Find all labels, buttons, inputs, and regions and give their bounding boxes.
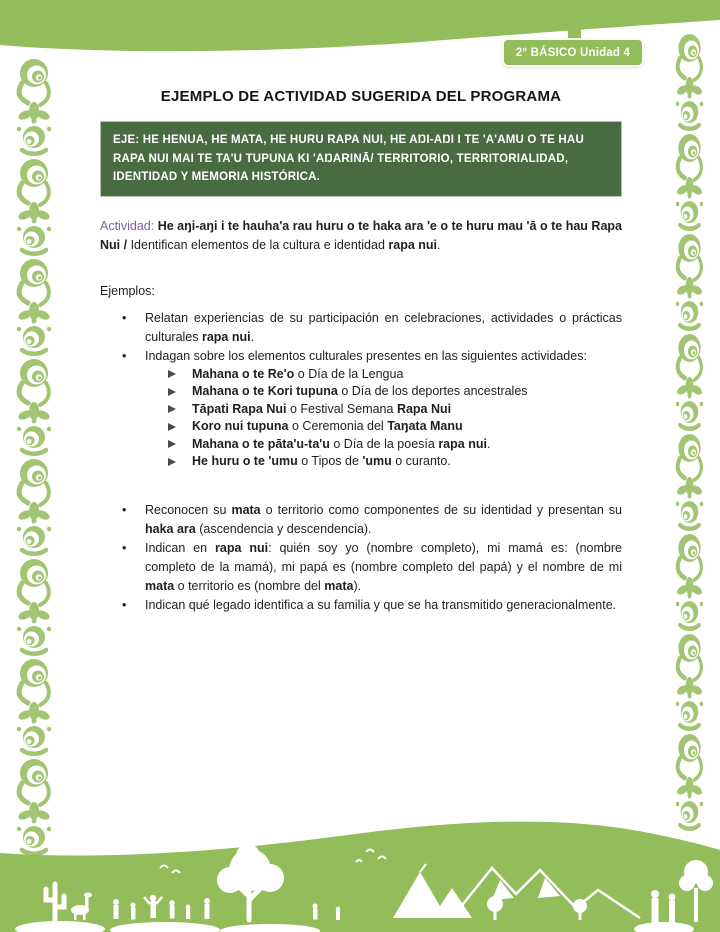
ejemplos-label: Ejemplos: xyxy=(100,283,155,298)
text-segment: He aŋi-aŋi i te hauha'a rau huru o te haka ara 'e o te huru mau 'ā o te hau Rapa Nui / xyxy=(100,218,622,252)
text-segment: Relatan experiencias de su participación en celebraciones, actividades o prácticas culturales xyxy=(145,310,622,344)
bullet-icon: • xyxy=(122,348,127,363)
text-segment: o Día de los deportes ancestrales xyxy=(337,384,528,398)
list-gap xyxy=(100,471,622,493)
bottom-landscape xyxy=(0,812,720,932)
text-segment: Koro nui tupuna xyxy=(192,419,289,433)
text-segment: . xyxy=(437,237,441,252)
text-segment: . xyxy=(250,329,255,344)
text-segment: : quién soy yo (nombre completo), mi mamá es: (nombre completo de la mamá), mi papá es (nombre completo del papá) y el nombre de mi xyxy=(145,540,622,574)
left-border-pattern xyxy=(12,55,56,860)
bullet-icon: • xyxy=(122,502,127,517)
text-segment: rapa nui xyxy=(215,540,269,555)
text-segment: . xyxy=(486,436,491,451)
text-segment: Taŋata Manu xyxy=(387,419,463,433)
text-segment: Mahana o te Kori tupuna xyxy=(192,384,338,398)
document-content xyxy=(100,88,622,615)
sub-list xyxy=(100,366,622,471)
text-segment: Indican qué legado identifica a su familia y que se ha transmitido generacionalmente. xyxy=(145,597,617,612)
sub-list-item xyxy=(100,418,622,436)
text-segment: o Festival Semana xyxy=(286,401,397,416)
text-segment: haka ara xyxy=(145,521,196,536)
text-segment: Tāpati Rapa Nui xyxy=(192,401,287,416)
text-segment: mata xyxy=(231,502,261,517)
list-item xyxy=(100,539,622,596)
sub-list-item xyxy=(100,366,622,384)
landscape-hill xyxy=(0,822,720,932)
text-segment: o territorio como componentes de su identidad y presentan su xyxy=(260,502,622,517)
text-segment: He huru o te 'umu xyxy=(192,454,298,468)
text-segment: Rapa Nui xyxy=(396,401,452,416)
text-segment: (ascendencia y descendencia). xyxy=(195,521,372,536)
examples-list-b xyxy=(100,501,622,615)
arrow-bullet-icon xyxy=(168,370,176,378)
text-segment: o Ceremonia del xyxy=(288,419,388,433)
page-title: EJEMPLO DE ACTIVIDAD SUGERIDA DEL PROGRAMA xyxy=(160,88,562,105)
arrow-bullet-icon xyxy=(168,423,176,431)
arrow-bullet-icon xyxy=(168,405,176,413)
examples-list-a xyxy=(100,309,622,471)
sub-list-item xyxy=(100,453,622,471)
list-item xyxy=(100,309,622,347)
sub-list-item xyxy=(100,436,622,454)
list-item xyxy=(100,347,622,366)
bullet-icon: • xyxy=(122,597,127,612)
text-segment: Indagan sobre los elementos culturales presentes en las siguientes actividades: xyxy=(145,348,587,363)
text-segment: o Día de la poesía xyxy=(329,436,439,451)
arrow-bullet-icon xyxy=(168,440,176,448)
text-segment: mata xyxy=(145,578,175,593)
list-item xyxy=(100,501,622,539)
arrow-bullet-icon xyxy=(168,388,176,396)
eje-box: EJE: HE HENUA, HE MATA, HE HURU RAPA NUI, HE AŊI-AŊI I TE 'A'AMU O TE HAU RAPA NUI MAI TE TA'U TUPUNA KI 'AŊARINĀ/ TERRITORIO, TERRITORIALIDAD, IDENTIDAD Y MEMORIA HISTÓRICA. xyxy=(100,121,622,197)
text-segment: o Día de la Lengua xyxy=(294,366,404,381)
unit-badge-label: 2° BÁSICO Unidad 4 xyxy=(515,46,631,59)
right-border-pattern xyxy=(672,30,707,835)
text-segment: Mahana o te Re'o xyxy=(192,366,295,381)
text-segment: rapa nui xyxy=(201,329,251,344)
arrow-bullet-icon xyxy=(168,458,176,466)
text-segment: Indican en xyxy=(145,540,216,555)
sub-list-item xyxy=(100,383,622,401)
text-segment: rapa nui xyxy=(438,436,487,451)
list-item xyxy=(100,596,622,615)
unit-badge xyxy=(502,38,644,67)
text-segment: Identifican elementos de la cultura e identidad xyxy=(130,237,389,252)
text-segment: o curanto. xyxy=(391,454,451,468)
text-segment: 'umu xyxy=(362,454,392,468)
text-segment: rapa nui xyxy=(388,237,437,252)
bullet-icon: • xyxy=(122,540,127,555)
text-segment: Mahana o te pāta'u-ta'u xyxy=(192,436,330,451)
sub-list-item xyxy=(100,401,622,419)
text-segment: o territorio es (nombre del xyxy=(174,578,325,593)
bullet-icon: • xyxy=(122,310,127,325)
activity-paragraph xyxy=(100,217,622,255)
text-segment: Reconocen su xyxy=(145,502,232,517)
text-segment: Actividad: xyxy=(100,218,155,233)
text-segment: o Tipos de xyxy=(297,454,363,468)
text-segment: ). xyxy=(353,578,362,593)
text-segment: mata xyxy=(324,578,354,593)
